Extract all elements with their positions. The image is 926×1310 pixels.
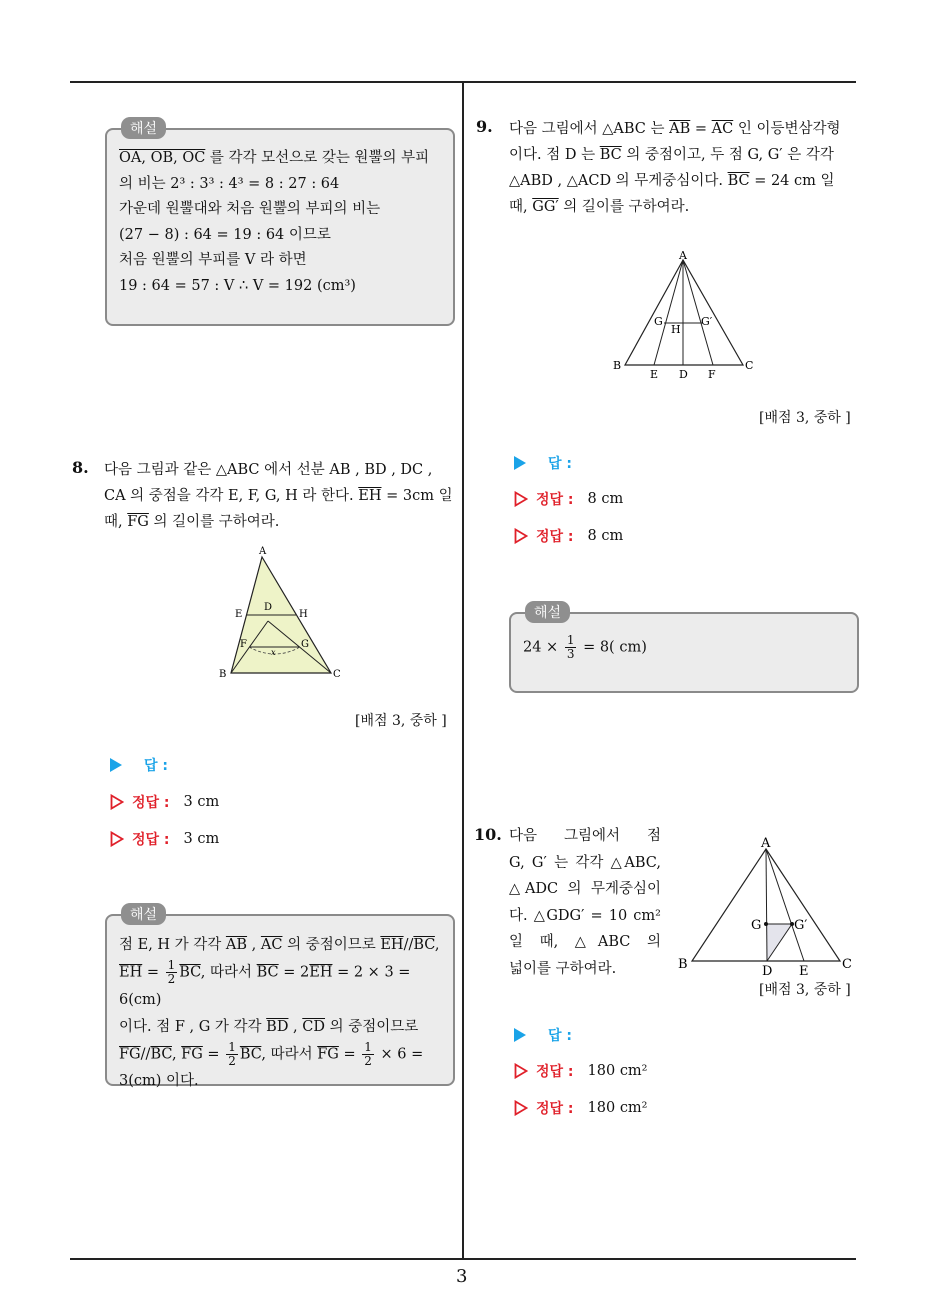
prev-explanation-body: [107, 130, 453, 309]
math-text: $\overline{EH}$: [309, 964, 333, 981]
outline-triangle-icon: [514, 1100, 528, 1116]
q9-figure: [605, 248, 765, 383]
fraction-numerator: 1: [167, 958, 176, 972]
q10-score: [배점 3, 중하 ]: [759, 982, 851, 998]
text: , 따라서: [261, 1046, 318, 1062]
fig-label-A: A: [761, 836, 771, 851]
fig-label-F: F: [240, 639, 247, 650]
q8-explanation-box: [105, 907, 455, 1089]
math-text: $\overline{AC}$: [260, 937, 283, 953]
math-text: $\overline{BC}$: [150, 1046, 172, 1062]
math-text: OA, OB, OC: [119, 150, 206, 166]
math-text: $\overline{BC}$: [179, 964, 201, 981]
q9-answer-row: [514, 453, 580, 473]
math-text: $\overline{BC}$: [239, 1046, 262, 1062]
text: (27 − 8) : 64 = 19 : 64 이므로: [119, 226, 331, 243]
text: 때,: [104, 514, 128, 530]
math-text: $\overline{BD}$: [266, 1018, 289, 1035]
math-text: $\overline{BC}$: [599, 147, 622, 163]
text: 를 각각 모선으로 갖는 원뿔의 부피: [205, 150, 430, 166]
fig-label-C: C: [745, 359, 754, 372]
fig-label-G-prime: G′: [701, 315, 713, 328]
math-text: $\overline{AB}$: [669, 121, 691, 137]
text: △ABD , △ACD 의 무게중심이다.: [509, 173, 728, 189]
text: 가운데 원뿔대와 처음 원뿔의 부피의 비는: [119, 201, 381, 217]
math-text: $\overline{CD}$: [302, 1018, 326, 1035]
fraction: [362, 1041, 374, 1068]
text: 다. △GDG′ = 10 cm²: [509, 907, 661, 924]
math-text: $\overline{AC}$: [711, 121, 734, 137]
text: ,: [288, 1018, 303, 1035]
play-icon: [514, 1028, 526, 1042]
q8-text: [104, 457, 459, 535]
fraction-numerator: 1: [566, 633, 575, 647]
correct-label: 정답 :: [536, 492, 574, 508]
fraction-numerator: 1: [364, 1039, 372, 1054]
text: 이다. 점 D 는: [509, 147, 600, 163]
text: 의 길이를 구하여라.: [148, 514, 280, 530]
text: × 6 =: [375, 1046, 424, 1062]
text: 다음 그림에서 점: [509, 828, 661, 844]
outline-triangle-icon: [514, 1063, 528, 1079]
fig-label-C: C: [842, 957, 852, 972]
text: △ADC 의 무게중심이: [509, 881, 661, 897]
fig-label-D: D: [679, 368, 688, 381]
math-text: $\overline{FG}$: [119, 1046, 141, 1062]
text: =: [338, 1046, 361, 1062]
text: = 3cm 일: [381, 488, 453, 504]
math-text: GG′: [532, 199, 559, 215]
fig-label-G: G: [654, 315, 663, 328]
text: //: [140, 1046, 151, 1062]
text: =: [202, 1046, 225, 1062]
q9-explanation-box: [509, 605, 859, 693]
math-text: $\overline{BC}$: [256, 964, 279, 981]
fraction: [226, 1041, 238, 1068]
correct-label: 정답 :: [536, 529, 574, 545]
math-text: $\overline{BC}$: [413, 937, 435, 953]
q8-figure: [215, 543, 350, 683]
fraction-denominator: 2: [167, 972, 176, 986]
text: 의 중점이므로: [325, 1018, 419, 1035]
q9-correct-row-2: [514, 526, 623, 546]
text: =: [690, 121, 712, 137]
fig-label-D: D: [264, 602, 273, 613]
explain-tag: 해설: [525, 601, 570, 623]
fraction-denominator: 2: [228, 1053, 236, 1068]
fig-label-B: B: [219, 669, 227, 680]
q10-text: [509, 823, 661, 982]
text: 다음 그림에서 △ABC 는: [509, 121, 670, 137]
fig-label-G-prime: G′: [794, 918, 808, 933]
q10-number: 10.: [474, 825, 502, 844]
text: 24 ×: [523, 639, 563, 656]
correct-value: 8 cm: [587, 491, 624, 507]
text: = 2 × 3 = 6(cm): [119, 964, 411, 1008]
page-number: 3: [456, 1266, 468, 1287]
fraction: [565, 634, 577, 661]
q10-figure: [676, 832, 861, 980]
math-text: $\overline{EH}$: [119, 964, 143, 981]
text: 이다. 점 F , G 가 각각: [119, 1018, 267, 1035]
q9-score: [배점 3, 중하 ]: [759, 410, 851, 426]
text: = 2: [278, 964, 310, 981]
q8-correct-row-2: [110, 829, 219, 849]
text: 19 : 64 = 57 : V ∴ V = 192 (cm³): [119, 277, 356, 294]
text: CA 의 중점을 각각 E, F, G, H 라 한다.: [104, 488, 359, 504]
prev-explanation-box: [105, 121, 455, 326]
q8-score: [배점 3, 중하 ]: [355, 713, 447, 729]
correct-label: 정답 :: [536, 1101, 574, 1117]
math-text: $\overline{FG}$: [317, 1046, 339, 1062]
explain-tag: 해설: [121, 903, 166, 925]
text: 3(cm) 이다.: [119, 1073, 199, 1089]
fig-label-H: H: [299, 609, 308, 620]
text: 점 E, H 가 각각: [119, 937, 226, 953]
text: ,: [171, 1046, 182, 1062]
q9-text: [509, 116, 861, 220]
outline-triangle-icon: [514, 528, 528, 544]
correct-label: 정답 :: [132, 795, 170, 811]
text: ,: [434, 937, 440, 953]
q8-correct-row-1: [110, 792, 219, 812]
correct-label: 정답 :: [132, 832, 170, 848]
correct-label: 정답 :: [536, 1064, 574, 1080]
text: 의 비는 2³ : 3³ : 4³ = 8 : 27 : 64: [119, 175, 340, 192]
correct-value: 180 cm²: [587, 1063, 648, 1079]
text: ,: [247, 937, 261, 953]
fraction: [166, 959, 178, 986]
outline-triangle-icon: [110, 794, 124, 810]
q9-number: 9.: [476, 117, 493, 136]
answer-label: 답 :: [548, 1028, 572, 1044]
correct-value: 8 cm: [587, 528, 624, 544]
q9-correct-row-1: [514, 489, 623, 509]
math-text: $\overline{BC}$: [727, 173, 750, 189]
text: 다음 그림과 같은 △ABC 에서 선분 AB , BD , DC ,: [104, 462, 433, 478]
fraction-denominator: 3: [566, 647, 575, 661]
column-divider: [462, 82, 464, 1259]
math-text: $\overline{AB}$: [225, 937, 248, 953]
outline-triangle-icon: [514, 491, 528, 507]
correct-value: 180 cm²: [587, 1100, 648, 1116]
fig-label-B: B: [678, 957, 688, 972]
math-text: $\overline{EH}$: [380, 937, 404, 953]
q8-answer-row: [110, 755, 176, 775]
answer-label: 답 :: [144, 758, 168, 774]
text: 처음 원뿔의 부피를 V 라 하면: [119, 252, 307, 268]
fig-label-F: F: [708, 368, 716, 381]
fig-label-B: B: [613, 359, 622, 372]
text: 의 중점이고, 두 점 G, G′ 은 각각: [621, 147, 834, 163]
play-icon: [514, 456, 526, 470]
fig-label-A: A: [679, 249, 687, 262]
q10-correct-row-2: [514, 1098, 648, 1118]
fig-label-x: x: [271, 648, 276, 657]
fig-label-E: E: [650, 368, 659, 381]
play-icon: [110, 758, 122, 772]
text: , 따라서: [200, 964, 257, 981]
q8-explanation-body: [107, 916, 453, 1105]
q8-number: 8.: [72, 458, 89, 477]
fig-label-G: G: [751, 918, 762, 933]
text: 의 길이를 구하여라.: [558, 199, 690, 215]
math-text: $\overline{FG}$: [127, 514, 149, 530]
text: 때,: [509, 199, 533, 215]
answer-label: 답 :: [548, 456, 572, 472]
fig-label-E: E: [235, 609, 243, 620]
fig-label-D: D: [762, 964, 773, 979]
fraction-denominator: 2: [364, 1053, 372, 1068]
text: =: [142, 964, 164, 981]
q10-answer-row: [514, 1025, 580, 1045]
explain-tag: 해설: [121, 117, 166, 139]
text: 의 중점이므로: [282, 937, 381, 953]
text: 인 이등변삼각형: [733, 121, 841, 137]
q10-correct-row-1: [514, 1061, 648, 1081]
fig-label-G: G: [301, 639, 309, 650]
math-text: $\overline{FG}$: [181, 1046, 203, 1062]
correct-value: 3 cm: [183, 831, 220, 847]
text: G, G′ 는 각각 △ABC,: [509, 854, 661, 871]
correct-value: 3 cm: [183, 794, 220, 810]
text: 일 때, △ABC 의: [509, 934, 661, 950]
text: //: [403, 937, 414, 953]
outline-triangle-icon: [110, 831, 124, 847]
fraction-numerator: 1: [228, 1039, 236, 1054]
text: = 24 cm 일: [749, 173, 835, 189]
fig-label-E: E: [799, 964, 809, 979]
text: 넓이를 구하여라.: [509, 960, 617, 977]
bottom-rule: [70, 1258, 856, 1260]
fig-label-C: C: [333, 669, 341, 680]
math-text: $\overline{EH}$: [358, 488, 382, 504]
fig-label-H: H: [671, 323, 681, 336]
fig-label-A: A: [259, 546, 267, 557]
text: = 8( cm): [578, 639, 647, 656]
